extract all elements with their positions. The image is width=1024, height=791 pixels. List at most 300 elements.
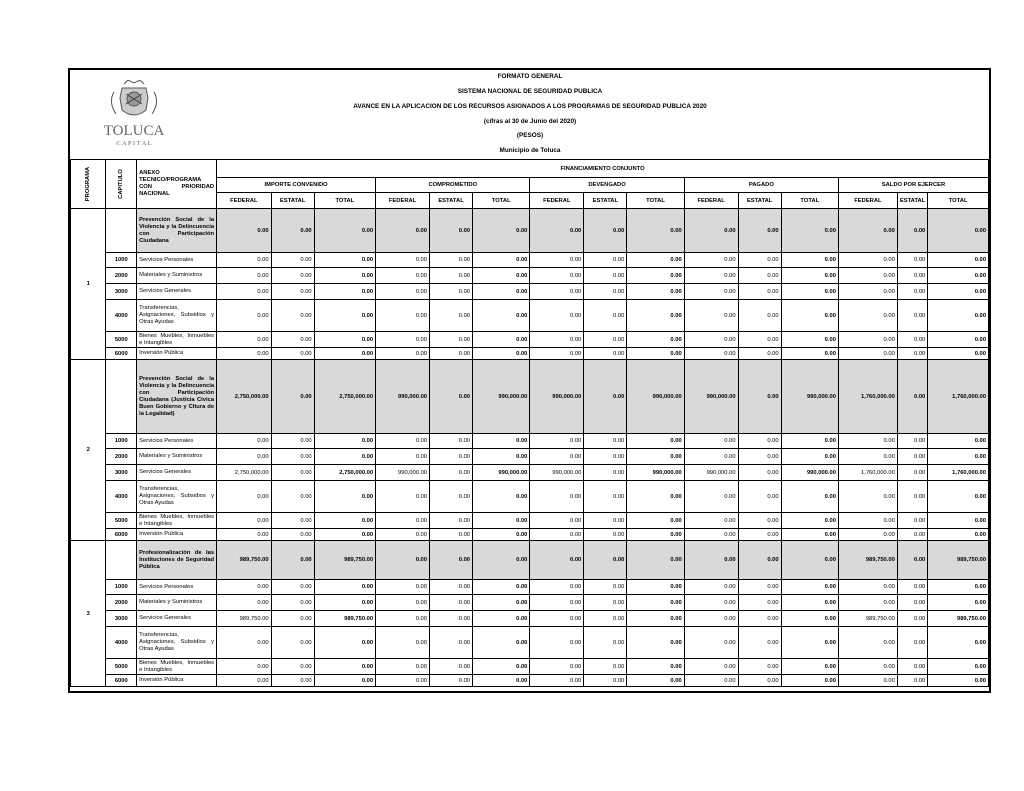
chapter-value: 0.00 bbox=[217, 627, 272, 659]
chapter-code: 3000 bbox=[106, 465, 137, 481]
chapter-value: 0.00 bbox=[430, 529, 473, 541]
chapter-value: 0.00 bbox=[217, 253, 272, 268]
program-value: 0.00 bbox=[430, 209, 473, 253]
chapter-value: 0.00 bbox=[314, 627, 375, 659]
chapter-value: 0.00 bbox=[530, 268, 584, 284]
chapter-value: 0.00 bbox=[314, 348, 375, 360]
chapter-value: 0.00 bbox=[376, 253, 430, 268]
chapter-value: 0.00 bbox=[781, 611, 838, 627]
chapter-row bbox=[71, 300, 989, 332]
program-number: 2 bbox=[71, 360, 106, 541]
chapter-value: 0.00 bbox=[738, 513, 781, 529]
title-line: (PESOS) bbox=[516, 132, 544, 139]
chapter-value: 0.00 bbox=[430, 481, 473, 513]
group-header: IMPORTE CONVENIDO bbox=[217, 178, 376, 193]
chapter-description: Transferencias, Asignaciones, Subsidios y Otras Ayudas bbox=[137, 300, 217, 332]
chapter-value: 0.00 bbox=[781, 253, 838, 268]
chapter-value: 0.00 bbox=[838, 268, 897, 284]
chapter-value: 0.00 bbox=[897, 348, 927, 360]
header-financiamiento: FINANCIAMIENTO CONJUNTO bbox=[217, 160, 989, 178]
chapter-description: Servicios Personales bbox=[137, 580, 217, 595]
chapter-value: 0.00 bbox=[781, 595, 838, 611]
program-value: 0.00 bbox=[897, 541, 927, 580]
chapter-value: 0.00 bbox=[530, 434, 584, 449]
chapter-value: 989,750.00 bbox=[838, 611, 897, 627]
chapter-value: 0.00 bbox=[430, 253, 473, 268]
chapter-row bbox=[71, 580, 989, 595]
chapter-value: 0.00 bbox=[271, 268, 314, 284]
chapter-value: 0.00 bbox=[838, 348, 897, 360]
chapter-value: 0.00 bbox=[314, 529, 375, 541]
chapter-value: 0.00 bbox=[838, 580, 897, 595]
chapter-row bbox=[71, 513, 989, 529]
program-value: 0.00 bbox=[271, 360, 314, 434]
chapter-value: 0.00 bbox=[376, 627, 430, 659]
chapter-value: 0.00 bbox=[376, 580, 430, 595]
subcol-header: TOTAL bbox=[473, 193, 530, 209]
chapter-value: 0.00 bbox=[738, 627, 781, 659]
chapter-value: 0.00 bbox=[684, 434, 738, 449]
header-capitulo: CAPITULO bbox=[106, 160, 137, 209]
chapter-value: 0.00 bbox=[627, 253, 684, 268]
chapter-value: 990,000.00 bbox=[684, 465, 738, 481]
chapter-code: 4000 bbox=[106, 627, 137, 659]
chapter-description: Servicios Personales bbox=[137, 253, 217, 268]
program-name: Prevención Social de la Violencia y la Delincuencia con Participación Ciudadana bbox=[137, 209, 217, 253]
chapter-value: 0.00 bbox=[530, 580, 584, 595]
chapter-value: 0.00 bbox=[684, 284, 738, 300]
program-value: 990,000.00 bbox=[684, 360, 738, 434]
chapter-row bbox=[71, 659, 989, 675]
chapter-value: 0.00 bbox=[217, 580, 272, 595]
chapter-value: 0.00 bbox=[584, 253, 627, 268]
chapter-description: Servicios Generales bbox=[137, 611, 217, 627]
chapter-value: 0.00 bbox=[217, 659, 272, 675]
chapter-value: 0.00 bbox=[314, 481, 375, 513]
chapter-row bbox=[71, 465, 989, 481]
chapter-value: 0.00 bbox=[271, 481, 314, 513]
chapter-value: 0.00 bbox=[584, 595, 627, 611]
chapter-value: 0.00 bbox=[271, 580, 314, 595]
chapter-value: 0.00 bbox=[738, 675, 781, 687]
chapter-value: 0.00 bbox=[376, 449, 430, 465]
chapter-value: 0.00 bbox=[627, 659, 684, 675]
chapter-value: 0.00 bbox=[376, 284, 430, 300]
chapter-value: 0.00 bbox=[314, 434, 375, 449]
chapter-value: 990,000.00 bbox=[781, 465, 838, 481]
subcol-header: ESTATAL bbox=[897, 193, 927, 209]
chapter-value: 0.00 bbox=[584, 627, 627, 659]
chapter-value: 0.00 bbox=[584, 659, 627, 675]
chapter-value: 0.00 bbox=[473, 284, 530, 300]
chapter-value: 0.00 bbox=[627, 595, 684, 611]
chapter-value: 0.00 bbox=[684, 300, 738, 332]
chapter-value: 0.00 bbox=[781, 300, 838, 332]
chapter-row bbox=[71, 595, 989, 611]
chapter-value: 0.00 bbox=[738, 284, 781, 300]
chapter-description: Bienes Muebles, Inmuebles e Intangibles bbox=[137, 332, 217, 348]
chapter-description: Materiales y Suministros bbox=[137, 449, 217, 465]
chapter-value: 0.00 bbox=[738, 611, 781, 627]
chapter-value: 0.00 bbox=[627, 627, 684, 659]
program-value: 0.00 bbox=[530, 209, 584, 253]
chapter-row bbox=[71, 529, 989, 541]
chapter-value: 0.00 bbox=[684, 449, 738, 465]
program-value: 0.00 bbox=[473, 209, 530, 253]
chapter-description: Transferencias, Asignaciones, Subsidios y Otras Ayudas bbox=[137, 627, 217, 659]
chapter-code: 2000 bbox=[106, 268, 137, 284]
chapter-value: 0.00 bbox=[738, 580, 781, 595]
program-value: 0.00 bbox=[584, 541, 627, 580]
chapter-value: 0.00 bbox=[684, 627, 738, 659]
chapter-value: 0.00 bbox=[217, 434, 272, 449]
chapter-value: 0.00 bbox=[584, 513, 627, 529]
chapter-description: Inversión Pública bbox=[137, 675, 217, 687]
chapter-code: 2000 bbox=[106, 449, 137, 465]
program-value: 0.00 bbox=[530, 541, 584, 580]
chapter-value: 0.00 bbox=[684, 253, 738, 268]
chapter-value: 0.00 bbox=[473, 659, 530, 675]
chapter-value: 0.00 bbox=[473, 253, 530, 268]
program-value: 0.00 bbox=[781, 541, 838, 580]
chapter-value: 0.00 bbox=[217, 284, 272, 300]
chapter-value: 0.00 bbox=[430, 659, 473, 675]
program-value: 0.00 bbox=[376, 541, 430, 580]
chapter-value: 0.00 bbox=[473, 611, 530, 627]
program-value: 1,760,000.00 bbox=[928, 360, 989, 434]
chapter-value: 0.00 bbox=[271, 449, 314, 465]
chapter-value: 0.00 bbox=[738, 595, 781, 611]
chapter-value: 990,000.00 bbox=[530, 465, 584, 481]
program-row bbox=[71, 360, 989, 434]
chapter-value: 0.00 bbox=[271, 284, 314, 300]
chapter-value: 0.00 bbox=[897, 481, 927, 513]
chapter-code: 5000 bbox=[106, 332, 137, 348]
program-value: 990,000.00 bbox=[627, 360, 684, 434]
program-value: 0.00 bbox=[430, 541, 473, 580]
subcol-header: FEDERAL bbox=[530, 193, 584, 209]
chapter-value: 0.00 bbox=[928, 595, 989, 611]
program-name: Prevención Social de la Violencia y la Delincuencia con Participación Ciudadana (Justicia Cívica Buen Gobierno y Cltura de la Legalidad) bbox=[137, 360, 217, 434]
chapter-value: 0.00 bbox=[781, 348, 838, 360]
title-line: (cifras al 30 de Junio del 2020) bbox=[483, 118, 577, 125]
chapter-value: 0.00 bbox=[897, 659, 927, 675]
program-value: 990,000.00 bbox=[473, 360, 530, 434]
subcol-header: FEDERAL bbox=[838, 193, 897, 209]
group-header: SALDO POR EJERCER bbox=[838, 178, 988, 193]
program-value: 0.00 bbox=[271, 541, 314, 580]
program-value: 989,750.00 bbox=[928, 541, 989, 580]
chapter-value: 0.00 bbox=[430, 434, 473, 449]
chapter-value: 0.00 bbox=[838, 449, 897, 465]
chapter-value: 0.00 bbox=[530, 332, 584, 348]
chapter-value: 0.00 bbox=[897, 465, 927, 481]
program-value: 989,750.00 bbox=[217, 541, 272, 580]
chapter-value: 0.00 bbox=[376, 529, 430, 541]
program-capitulo-empty bbox=[106, 360, 137, 434]
chapter-value: 0.00 bbox=[897, 300, 927, 332]
chapter-value: 0.00 bbox=[738, 434, 781, 449]
program-value: 0.00 bbox=[781, 209, 838, 253]
chapter-value: 0.00 bbox=[271, 348, 314, 360]
group-header: COMPROMETIDO bbox=[376, 178, 530, 193]
program-value: 0.00 bbox=[217, 209, 272, 253]
chapter-value: 0.00 bbox=[627, 332, 684, 348]
chapter-value: 0.00 bbox=[684, 513, 738, 529]
chapter-value: 0.00 bbox=[897, 434, 927, 449]
chapter-value: 0.00 bbox=[897, 284, 927, 300]
chapter-value: 0.00 bbox=[838, 284, 897, 300]
chapter-value: 0.00 bbox=[928, 253, 989, 268]
chapter-value: 0.00 bbox=[781, 627, 838, 659]
chapter-value: 0.00 bbox=[430, 611, 473, 627]
chapter-value: 989,750.00 bbox=[314, 611, 375, 627]
chapter-code: 3000 bbox=[106, 284, 137, 300]
chapter-code: 6000 bbox=[106, 529, 137, 541]
program-name: Profesionalización de las Instituciones de Seguridad Pública bbox=[137, 541, 217, 580]
subcol-header: TOTAL bbox=[627, 193, 684, 209]
chapter-value: 0.00 bbox=[584, 449, 627, 465]
chapter-description: Materiales y Suministros bbox=[137, 268, 217, 284]
chapter-value: 0.00 bbox=[897, 595, 927, 611]
chapter-value: 0.00 bbox=[928, 268, 989, 284]
chapter-value: 0.00 bbox=[838, 529, 897, 541]
chapter-value: 0.00 bbox=[684, 268, 738, 284]
chapter-value: 0.00 bbox=[430, 284, 473, 300]
chapter-value: 0.00 bbox=[781, 529, 838, 541]
chapter-value: 0.00 bbox=[838, 332, 897, 348]
chapter-value: 0.00 bbox=[473, 348, 530, 360]
chapter-value: 0.00 bbox=[928, 348, 989, 360]
chapter-value: 0.00 bbox=[838, 434, 897, 449]
chapter-value: 0.00 bbox=[430, 268, 473, 284]
chapter-value: 0.00 bbox=[473, 529, 530, 541]
chapter-value: 0.00 bbox=[838, 627, 897, 659]
program-capitulo-empty bbox=[106, 209, 137, 253]
program-value: 0.00 bbox=[897, 360, 927, 434]
chapter-value: 0.00 bbox=[430, 348, 473, 360]
chapter-value: 0.00 bbox=[376, 332, 430, 348]
title-line: FORMATO GENERAL bbox=[497, 73, 563, 80]
chapter-value: 0.00 bbox=[271, 300, 314, 332]
chapter-value: 0.00 bbox=[738, 348, 781, 360]
chapter-value: 0.00 bbox=[430, 595, 473, 611]
chapter-row bbox=[71, 434, 989, 449]
logo-subtext: C A P I T A L bbox=[116, 140, 152, 147]
chapter-value: 0.00 bbox=[473, 434, 530, 449]
chapter-value: 0.00 bbox=[584, 332, 627, 348]
chapter-value: 990,000.00 bbox=[627, 465, 684, 481]
chapter-row bbox=[71, 332, 989, 348]
chapter-value: 0.00 bbox=[376, 659, 430, 675]
program-value: 0.00 bbox=[376, 209, 430, 253]
subcol-header: TOTAL bbox=[928, 193, 989, 209]
chapter-value: 0.00 bbox=[928, 675, 989, 687]
chapter-description: Servicios Generales bbox=[137, 465, 217, 481]
chapter-value: 0.00 bbox=[271, 595, 314, 611]
chapter-value: 0.00 bbox=[838, 595, 897, 611]
chapter-value: 0.00 bbox=[928, 529, 989, 541]
chapter-value: 0.00 bbox=[928, 449, 989, 465]
chapter-value: 0.00 bbox=[271, 332, 314, 348]
chapter-value: 0.00 bbox=[738, 332, 781, 348]
chapter-code: 6000 bbox=[106, 348, 137, 360]
chapter-value: 0.00 bbox=[928, 627, 989, 659]
chapter-value: 0.00 bbox=[584, 434, 627, 449]
chapter-value: 0.00 bbox=[473, 332, 530, 348]
chapter-description: Transferencias, Asignaciones, Subsidios y Otras Ayudas bbox=[137, 481, 217, 513]
chapter-value: 0.00 bbox=[217, 595, 272, 611]
subcol-header: FEDERAL bbox=[376, 193, 430, 209]
chapter-value: 0.00 bbox=[738, 529, 781, 541]
chapter-row bbox=[71, 481, 989, 513]
program-value: 0.00 bbox=[584, 209, 627, 253]
chapter-description: Inversión Pública bbox=[137, 529, 217, 541]
chapter-code: 6000 bbox=[106, 675, 137, 687]
chapter-value: 0.00 bbox=[838, 481, 897, 513]
program-value: 0.00 bbox=[684, 209, 738, 253]
chapter-value: 0.00 bbox=[473, 675, 530, 687]
chapter-value: 0.00 bbox=[376, 300, 430, 332]
chapter-value: 0.00 bbox=[738, 481, 781, 513]
chapter-value: 0.00 bbox=[627, 513, 684, 529]
chapter-value: 0.00 bbox=[738, 449, 781, 465]
chapter-value: 0.00 bbox=[738, 465, 781, 481]
chapter-value: 0.00 bbox=[376, 611, 430, 627]
chapter-code: 5000 bbox=[106, 659, 137, 675]
program-value: 0.00 bbox=[738, 360, 781, 434]
program-value: 0.00 bbox=[271, 209, 314, 253]
chapter-value: 0.00 bbox=[928, 284, 989, 300]
chapter-value: 0.00 bbox=[473, 627, 530, 659]
chapter-value: 0.00 bbox=[738, 268, 781, 284]
chapter-value: 0.00 bbox=[217, 348, 272, 360]
chapter-value: 0.00 bbox=[838, 513, 897, 529]
chapter-value: 0.00 bbox=[376, 348, 430, 360]
program-value: 0.00 bbox=[928, 209, 989, 253]
chapter-value: 0.00 bbox=[928, 300, 989, 332]
chapter-value: 0.00 bbox=[530, 481, 584, 513]
chapter-value: 0.00 bbox=[314, 675, 375, 687]
subcol-header: FEDERAL bbox=[684, 193, 738, 209]
chapter-value: 0.00 bbox=[376, 268, 430, 284]
chapter-value: 0.00 bbox=[627, 284, 684, 300]
chapter-value: 0.00 bbox=[530, 611, 584, 627]
chapter-value: 0.00 bbox=[473, 268, 530, 284]
chapter-value: 0.00 bbox=[271, 627, 314, 659]
chapter-row bbox=[71, 284, 989, 300]
chapter-description: Bienes Muebles, Inmuebles e Intangibles bbox=[137, 513, 217, 529]
chapter-value: 0.00 bbox=[627, 268, 684, 284]
chapter-value: 0.00 bbox=[430, 332, 473, 348]
chapter-value: 0.00 bbox=[271, 659, 314, 675]
logo-text: TOLUCA bbox=[103, 123, 165, 139]
chapter-value: 0.00 bbox=[376, 595, 430, 611]
program-value: 990,000.00 bbox=[781, 360, 838, 434]
program-value: 0.00 bbox=[838, 209, 897, 253]
chapter-value: 0.00 bbox=[430, 627, 473, 659]
program-value: 989,750.00 bbox=[314, 541, 375, 580]
chapter-row bbox=[71, 611, 989, 627]
report-header bbox=[70, 70, 989, 160]
chapter-value: 0.00 bbox=[271, 434, 314, 449]
chapter-value: 0.00 bbox=[314, 659, 375, 675]
chapter-value: 0.00 bbox=[627, 611, 684, 627]
chapter-value: 0.00 bbox=[473, 449, 530, 465]
program-value: 1,760,000.00 bbox=[838, 360, 897, 434]
chapter-description: Servicios Generales bbox=[137, 284, 217, 300]
chapter-value: 0.00 bbox=[684, 580, 738, 595]
report-titles bbox=[250, 70, 810, 159]
coat-of-arms-icon bbox=[84, 80, 184, 152]
chapter-value: 0.00 bbox=[627, 434, 684, 449]
chapter-value: 0.00 bbox=[530, 253, 584, 268]
chapter-value: 0.00 bbox=[271, 513, 314, 529]
title-line: AVANCE EN LA APLICACION DE LOS RECURSOS ASIGNADOS A LOS PROGRAMAS DE SEGURIDAD PUBLICA 2020 bbox=[353, 103, 707, 110]
program-value: 0.00 bbox=[627, 541, 684, 580]
program-value: 2,750,000.00 bbox=[314, 360, 375, 434]
chapter-row bbox=[71, 348, 989, 360]
chapter-value: 0.00 bbox=[781, 449, 838, 465]
chapter-value: 0.00 bbox=[897, 268, 927, 284]
chapter-row bbox=[71, 627, 989, 659]
subcol-header: ESTATAL bbox=[430, 193, 473, 209]
subcol-header: FEDERAL bbox=[217, 193, 272, 209]
chapter-value: 0.00 bbox=[627, 580, 684, 595]
chapter-value: 0.00 bbox=[897, 529, 927, 541]
chapter-value: 0.00 bbox=[584, 348, 627, 360]
chapter-value: 0.00 bbox=[684, 595, 738, 611]
program-row bbox=[71, 209, 989, 253]
chapter-value: 0.00 bbox=[530, 627, 584, 659]
chapter-value: 0.00 bbox=[838, 253, 897, 268]
chapter-description: Materiales y Suministros bbox=[137, 595, 217, 611]
chapter-value: 0.00 bbox=[314, 284, 375, 300]
subcol-header: ESTATAL bbox=[271, 193, 314, 209]
chapter-value: 0.00 bbox=[684, 659, 738, 675]
chapter-value: 989,750.00 bbox=[217, 611, 272, 627]
chapter-value: 0.00 bbox=[314, 300, 375, 332]
chapter-value: 2,750,000.00 bbox=[314, 465, 375, 481]
chapter-code: 3000 bbox=[106, 611, 137, 627]
program-value: 0.00 bbox=[627, 209, 684, 253]
chapter-value: 0.00 bbox=[217, 675, 272, 687]
chapter-value: 0.00 bbox=[738, 300, 781, 332]
chapter-value: 0.00 bbox=[627, 675, 684, 687]
chapter-value: 0.00 bbox=[897, 627, 927, 659]
program-value: 0.00 bbox=[314, 209, 375, 253]
program-value: 0.00 bbox=[473, 541, 530, 580]
chapter-value: 0.00 bbox=[584, 580, 627, 595]
chapter-value: 0.00 bbox=[897, 611, 927, 627]
chapter-code: 5000 bbox=[106, 513, 137, 529]
chapter-value: 0.00 bbox=[217, 268, 272, 284]
chapter-value: 0.00 bbox=[684, 348, 738, 360]
chapter-value: 0.00 bbox=[684, 332, 738, 348]
chapter-value: 0.00 bbox=[430, 465, 473, 481]
chapter-value: 0.00 bbox=[838, 300, 897, 332]
chapter-value: 0.00 bbox=[314, 332, 375, 348]
chapter-value: 0.00 bbox=[928, 513, 989, 529]
chapter-value: 0.00 bbox=[584, 529, 627, 541]
chapter-value: 0.00 bbox=[530, 513, 584, 529]
chapter-value: 0.00 bbox=[584, 268, 627, 284]
chapter-value: 0.00 bbox=[217, 529, 272, 541]
chapter-value: 0.00 bbox=[376, 675, 430, 687]
title-line: SISTEMA NACIONAL DE SEGURIDAD PUBLICA bbox=[457, 88, 603, 95]
chapter-value: 990,000.00 bbox=[473, 465, 530, 481]
chapter-value: 0.00 bbox=[584, 611, 627, 627]
